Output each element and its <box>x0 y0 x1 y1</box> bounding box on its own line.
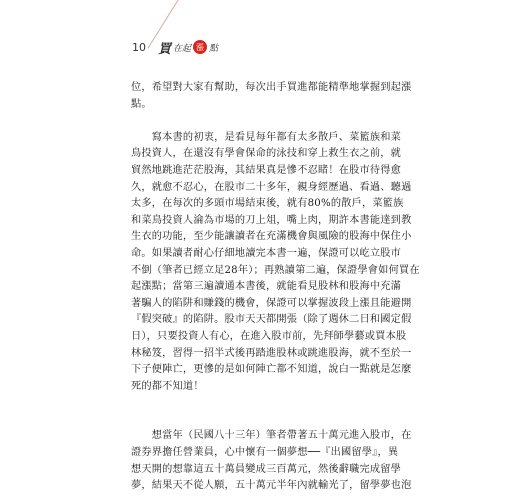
book-title <box>158 38 218 57</box>
book-title-part3: 點 <box>209 43 219 54</box>
text-line: 著騙人的陷阱和賺錢的機會，保證可以掌握波段上漲且能避開 <box>131 297 412 309</box>
book-title-highlight: 漲 <box>193 40 207 54</box>
page-header <box>132 36 218 58</box>
text-line: 寫本書的初衷，是看見每年都有太多散戶、菜籃族和菜 <box>131 131 402 143</box>
page-number: 10 <box>132 40 146 54</box>
text-line: 林秘笈，習得一招半式後再踏進股林或跳進股海，就不至於一 <box>131 347 412 359</box>
book-title-part1: 買 <box>158 41 172 57</box>
text-line: 日），只要投資人有心，在進入股市前，先拜師學藝或買本股 <box>131 330 407 342</box>
text-line: 不倒（筆者已經立足28年）；再熟讀第二遍，保證學會如何買在 <box>131 264 420 276</box>
text-line: 證券界擔任營業員，心中懷有一個夢想──『出國留學』，異 <box>131 447 399 459</box>
text-line: 和菜鳥投資人淪為市場的刀上俎，嘴上肉，期許本書能達到教 <box>131 214 412 226</box>
body-text <box>131 80 420 495</box>
text-line: 下子便陣亡，更慘的是如何陣亡都不知道，說白一點就是怎麼 <box>131 364 412 376</box>
text-line: 夢，結果天不從人願，五十萬元半年內就輸光了，留學夢也泡 <box>131 480 412 492</box>
blank-line <box>131 113 399 130</box>
text-line: 鳥投資人，在還沒有學會保命的泳技和穿上救生衣之前，就 <box>131 148 402 160</box>
text-line: 想當年（民國八十三年）筆者帶著五十萬元進入股市，在 <box>131 430 412 442</box>
text-line: 生衣的功能，至少能讓讀者在充滿機會與風險的股海中保住小 <box>131 231 412 243</box>
text-line: 點。 <box>131 98 152 110</box>
book-title-part2: 在起 <box>173 43 192 54</box>
text-line: 位，希望對大家有幫助，每次出手買進都能精準地掌握到起漲 <box>131 82 412 93</box>
text-line: 『假突破』的陷阱。股市天天都開張（除了週休二日和國定假 <box>131 314 412 326</box>
blank-line <box>131 412 399 429</box>
text-line: 命。如果讀者耐心仔細地讀完本書一遍，保證可以屹立股市 <box>131 247 402 259</box>
text-line: 久，就愈不忍心，在股市二十多年，親身經歷過、看過、聽過 <box>131 181 412 193</box>
text-line: 死的都不知道！ <box>131 380 204 392</box>
text-line: 太多，在每次的多頭市場結束後，就有80%的散戶，菜籃族 <box>131 198 404 210</box>
text-line: 貿然地跳進茫茫股海，其結果真是慘不忍睹！在股市待得愈 <box>131 164 402 176</box>
blank-line <box>131 395 399 412</box>
text-line: 想天開的想靠這五十萬員變成三百萬元，然後辭職完成留學 <box>131 463 402 475</box>
text-line: 起漲點；當第三遍讀通本書後，就能看見股林和股海中充滿 <box>131 281 402 293</box>
